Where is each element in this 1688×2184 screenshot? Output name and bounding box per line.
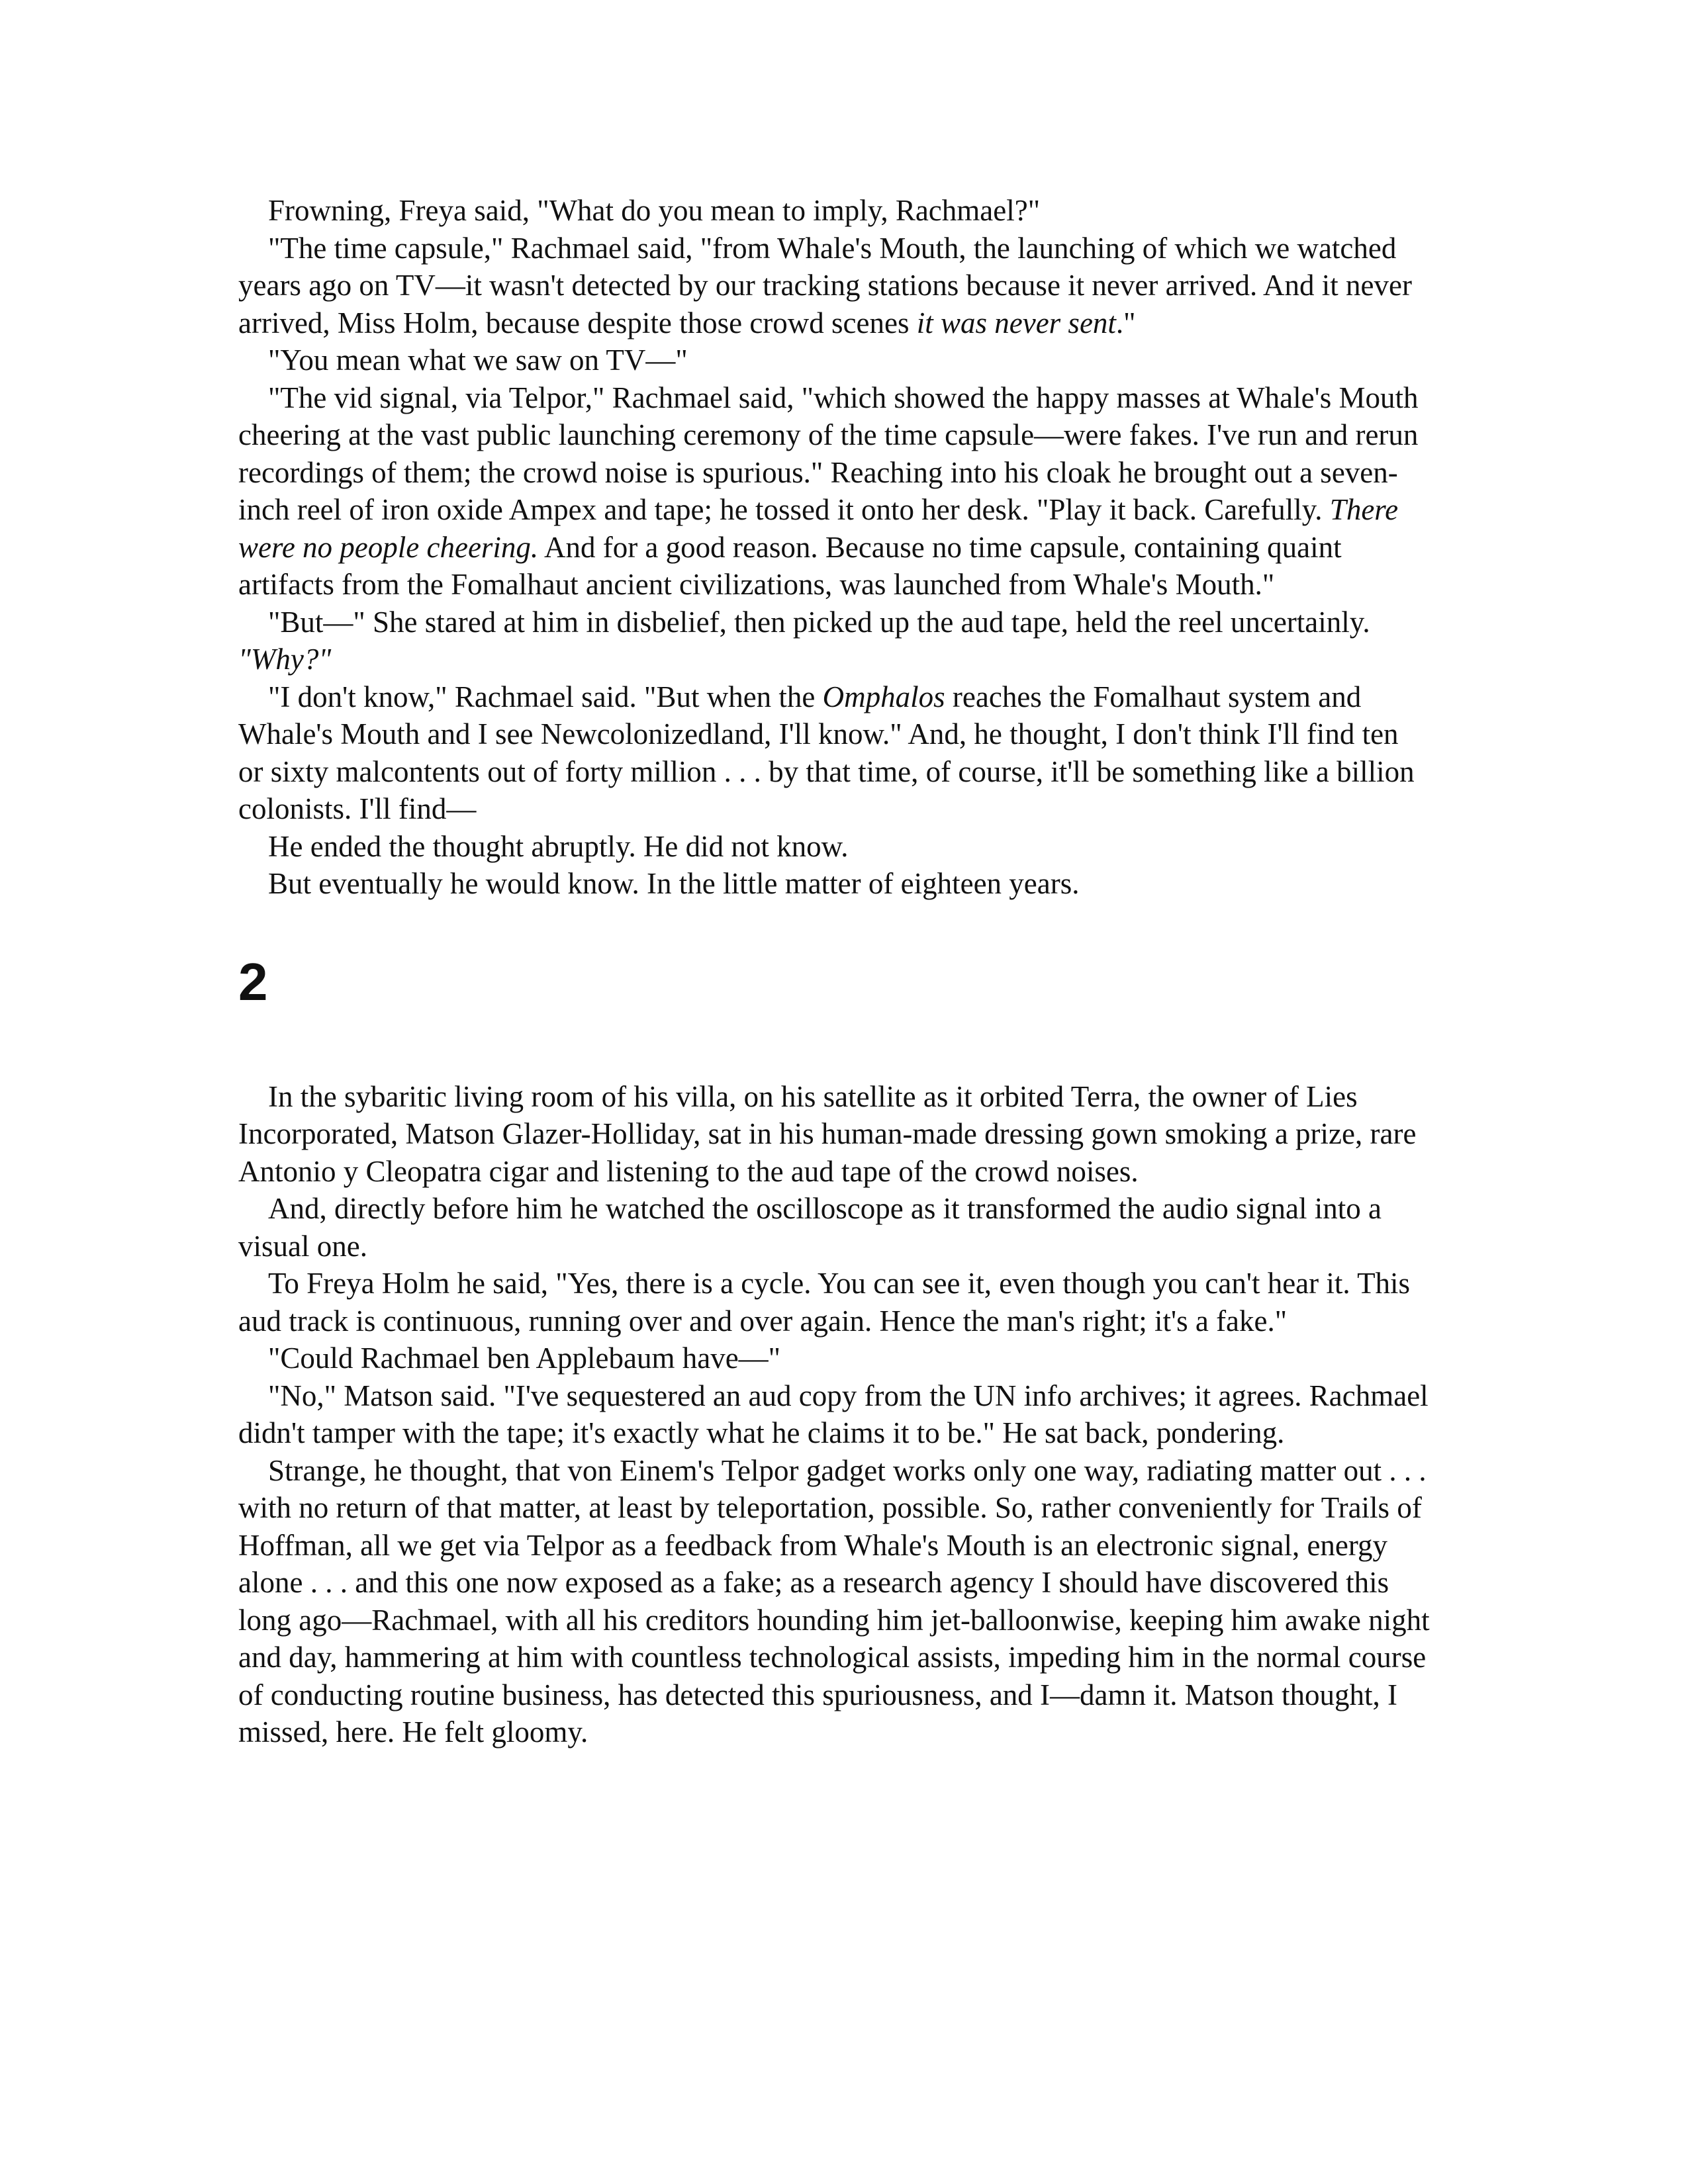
italic-text: There were no people cheering.: [238, 493, 1399, 564]
paragraph: "The vid signal, via Telpor," Rachmael said, "which showed the happy masses at Whale's Mouth cheering at the vast public launching ceremony of the time capsule—were fakes. I've run and rerun recordings of them; the crowd noise is spurious." Reaching into his cloak he brought out a seven-inch reel of iron oxide Ampex and tape; he tossed it onto her desk. "Play it back. Carefully. There were no people cheering. And for a good reason. Because no time capsule, containing quaint artifacts from the Fomalhaut ancient civilizations, was launched from Whale's Mouth.": [238, 381, 1419, 601]
paragraph: "Could Rachmael ben Applebaum have—": [268, 1342, 781, 1375]
chapter-number: 2: [238, 952, 268, 1011]
paragraph: "No," Matson said. "I've sequestered an aud copy from the UN info archives; it agrees. Rachmael didn't tamper with the tape; it's exactly what he claims it to be." He sat back, pondering.: [238, 1379, 1429, 1449]
italic-text: it was never sent: [916, 306, 1116, 340]
paragraph: Frowning, Freya said, "What do you mean to imply, Rachmael?": [268, 194, 1041, 227]
italic-text: Omphalos: [822, 680, 945, 713]
paragraph: "I don't know," Rachmael said. "But when the Omphalos reaches the Fomalhaut system and Whale's Mouth and I see Newcolonizedland, I'll know." And, he thought, I don't think I'll find ten or sixty malcontents out of forty million . . . by that time, of course, it'll be something like a billion colonists. I'll find—: [238, 680, 1415, 825]
italic-text: "Why?": [238, 643, 332, 676]
paragraph: To Freya Holm he said, "Yes, there is a cycle. You can see it, even though you can't hear it. This aud track is continuous, running over and over again. Hence the man's right; it's a fake.": [238, 1267, 1411, 1338]
book-page: [238, 192, 1430, 1751]
paragraph: Strange, he thought, that von Einem's Telpor gadget works only one way, radiating matter out . . . with no return of that matter, at least by teleportation, possible. So, rather conveniently for Trails of Hoffman, all we get via Telpor as a feedback from Whale's Mouth is an electronic signal, energy alone . . . and this one now exposed as a fake; as a research agency I should have discovered this long ago—Rachmael, with all his creditors hounding him jet-balloonwise, keeping him awake night and day, hammering at him with countless technological assists, impeding him in the normal course of conducting routine business, has detected this spuriousness, and I—damn it. Matson thought, I missed, here. He felt gloomy.: [238, 1453, 1430, 1749]
paragraph: And, directly before him he watched the oscilloscope as it transformed the audio signal into a visual one.: [238, 1192, 1382, 1263]
paragraph: "The time capsule," Rachmael said, "from Whale's Mouth, the launching of which we watched years ago on TV—it wasn't detected by our tracking stations because it never arrived. And it never arrived, Miss Holm, because despite those crowd scenes it was never sent.": [238, 231, 1412, 340]
paragraph: But eventually he would know. In the little matter of eighteen years.: [268, 867, 1080, 900]
paragraph: He ended the thought abruptly. He did not know.: [268, 829, 849, 863]
paragraph: "But—" She stared at him in disbelief, then picked up the aud tape, held the reel uncertainly. "Why?": [238, 605, 1370, 676]
paragraph: In the sybaritic living room of his villa, on his satellite as it orbited Terra, the owner of Lies Incorporated, Matson Glazer-Holliday, sat in his human-made dressing gown smoking a prize, rare Antonio y Cleopatra cigar and listening to the aud tape of the crowd noises.: [238, 1079, 1417, 1188]
paragraph: "You mean what we saw on TV—": [268, 343, 688, 377]
